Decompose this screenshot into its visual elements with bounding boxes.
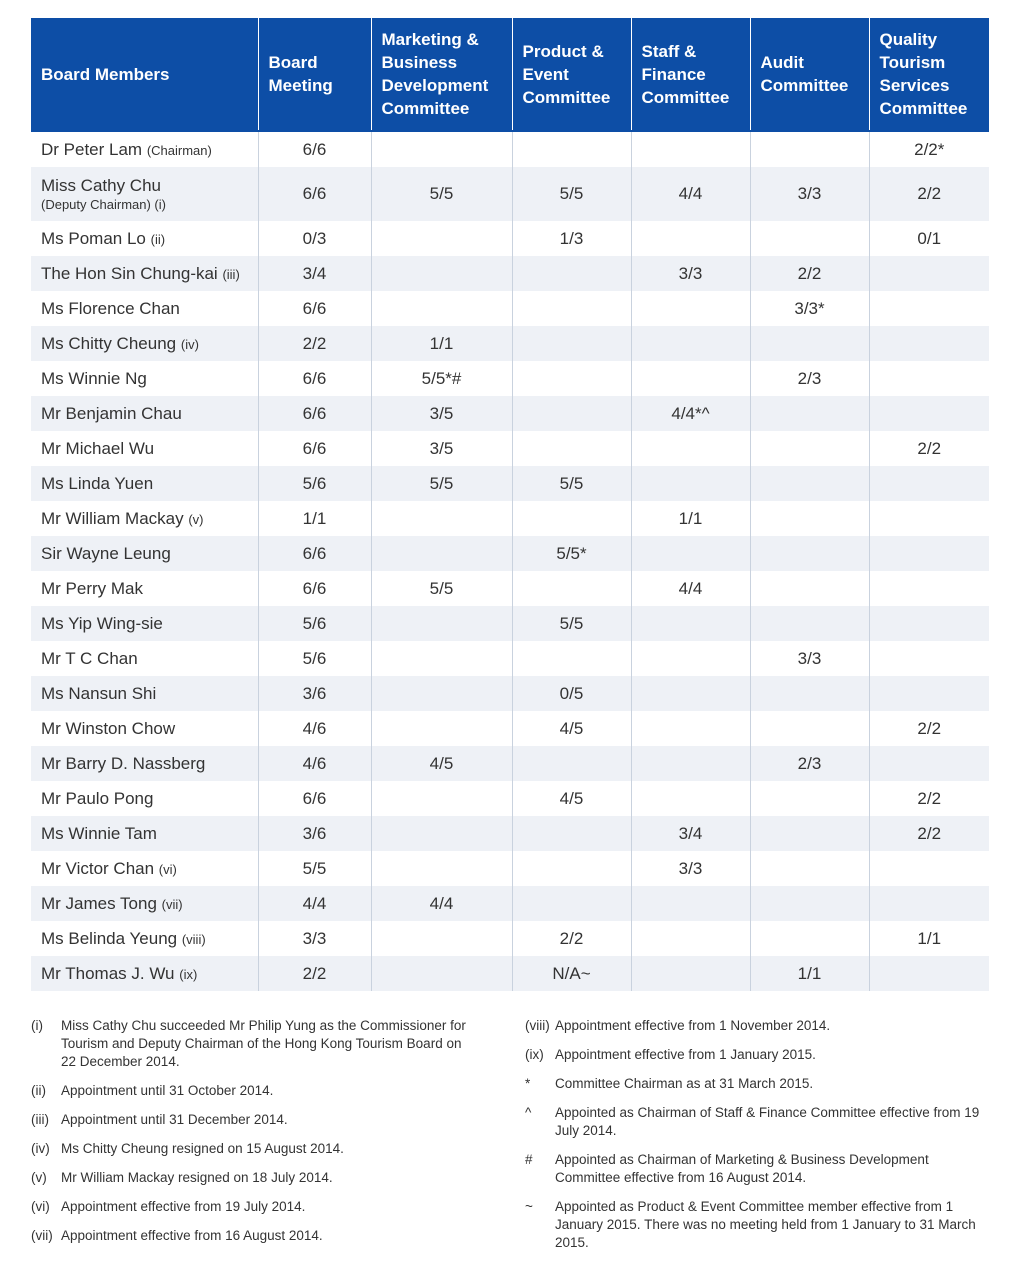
attendance-cell (371, 606, 512, 641)
header-staff-finance-committee: Staff & Finance Committee (631, 18, 750, 131)
attendance-cell (869, 256, 989, 291)
footnotes-right (525, 1017, 985, 1263)
member-name: Mr Thomas J. Wu (41, 963, 175, 983)
table-row (31, 256, 989, 291)
attendance-cell (869, 676, 989, 711)
table-row (31, 571, 989, 606)
header-row (31, 18, 989, 131)
table-row (31, 221, 989, 256)
attendance-cell: 1/1 (631, 501, 750, 536)
footnote-text: Appointment effective from 19 July 2014. (61, 1199, 306, 1214)
attendance-cell: 3/3 (258, 921, 371, 956)
footnote-text: Appointment effective from 1 January 2015. (555, 1047, 816, 1062)
attendance-cell (512, 816, 631, 851)
footnote-text: Ms Chitty Cheung resigned on 15 August 2014. (61, 1141, 344, 1156)
attendance-cell (869, 746, 989, 781)
attendance-cell (750, 781, 869, 816)
attendance-cell: 2/2 (512, 921, 631, 956)
member-cell (31, 606, 258, 641)
attendance-cell: 3/6 (258, 676, 371, 711)
member-name: Dr Peter Lam (41, 139, 143, 159)
footnote-text: Appointed as Product & Event Committee member effective from 1 January 2015. There was no meeting held from 1 January to 31 March 2015. (555, 1199, 976, 1250)
attendance-cell (869, 641, 989, 676)
attendance-cell (631, 606, 750, 641)
member-cell (31, 571, 258, 606)
attendance-cell (631, 711, 750, 746)
footnote-mark: * (525, 1076, 531, 1091)
member-cell (31, 326, 258, 361)
member-name: Mr Paulo Pong (41, 788, 154, 808)
attendance-cell: 3/4 (631, 816, 750, 851)
footnote-text: Appointment effective from 1 November 2014. (555, 1018, 831, 1033)
attendance-cell: 4/4 (631, 167, 750, 221)
footnote-mark: (viii) (525, 1018, 550, 1033)
header-product-event-committee: Product & Event Committee (512, 18, 631, 131)
footnote-text: Appointed as Chairman of Marketing & Business Development Committee effective from 16 August 2014. (555, 1152, 929, 1185)
attendance-cell: 3/3 (750, 641, 869, 676)
member-name: Mr Benjamin Chau (41, 403, 182, 423)
member-cell (31, 536, 258, 571)
table-row (31, 326, 989, 361)
attendance-cell: 3/6 (258, 816, 371, 851)
attendance-cell: 5/5 (512, 466, 631, 501)
attendance-cell (631, 921, 750, 956)
attendance-cell: 2/2 (258, 956, 371, 991)
attendance-cell: 1/3 (512, 221, 631, 256)
attendance-cell: 6/6 (258, 361, 371, 396)
member-name: Mr Barry D. Nassberg (41, 753, 206, 773)
attendance-cell (750, 886, 869, 921)
attendance-cell (512, 256, 631, 291)
footnote-text: Mr William Mackay resigned on 18 July 2014. (61, 1170, 333, 1185)
member-name: Ms Chitty Cheung (41, 333, 177, 353)
table-row (31, 711, 989, 746)
attendance-cell (750, 466, 869, 501)
table-row (31, 131, 989, 167)
member-note: (iii) (222, 266, 240, 282)
table-row (31, 466, 989, 501)
attendance-cell: 2/3 (750, 361, 869, 396)
attendance-cell: 5/5 (371, 167, 512, 221)
footnote (31, 1111, 471, 1129)
attendance-cell: 6/6 (258, 431, 371, 466)
attendance-cell (750, 816, 869, 851)
table-row (31, 851, 989, 886)
footnote-text: Appointment effective from 16 August 2014. (61, 1228, 323, 1243)
attendance-cell: 4/5 (512, 711, 631, 746)
table-row (31, 361, 989, 396)
member-cell (31, 131, 258, 167)
attendance-cell: 5/6 (258, 641, 371, 676)
attendance-cell (631, 886, 750, 921)
attendance-cell: 3/4 (258, 256, 371, 291)
member-note: (ii) (150, 231, 166, 247)
attendance-cell: 1/1 (371, 326, 512, 361)
attendance-cell (869, 291, 989, 326)
attendance-cell: 4/4 (631, 571, 750, 606)
footnote-text: Miss Cathy Chu succeeded Mr Philip Yung as the Commissioner for Tourism and Deputy Chairman of the Hong Kong Tourism Board on 22 December 2014. (61, 1018, 466, 1069)
member-note: (vi) (158, 861, 177, 877)
attendance-cell: 3/3 (631, 256, 750, 291)
attendance-cell (750, 501, 869, 536)
attendance-cell (869, 606, 989, 641)
attendance-cell: N/A~ (512, 956, 631, 991)
table-row (31, 641, 989, 676)
footnote (31, 1227, 471, 1245)
attendance-cell (869, 396, 989, 431)
attendance-cell (750, 606, 869, 641)
attendance-cell: 6/6 (258, 781, 371, 816)
footnote (525, 1046, 985, 1064)
attendance-cell: 2/2* (869, 131, 989, 167)
footnote-mark: (ix) (525, 1047, 544, 1062)
attendance-cell: 6/6 (258, 131, 371, 167)
member-name: Ms Yip Wing-sie (41, 613, 163, 633)
attendance-cell (512, 131, 631, 167)
attendance-cell: 4/4 (371, 886, 512, 921)
header-audit-committee: Audit Committee (750, 18, 869, 131)
attendance-cell: 6/6 (258, 536, 371, 571)
member-name: Mr Michael Wu (41, 438, 155, 458)
attendance-cell (869, 886, 989, 921)
footnote-text: Appointment until 31 December 2014. (61, 1112, 288, 1127)
attendance-cell: 6/6 (258, 291, 371, 326)
attendance-cell (371, 711, 512, 746)
member-name: Sir Wayne Leung (41, 543, 171, 563)
attendance-cell: 2/2 (258, 326, 371, 361)
attendance-cell (512, 326, 631, 361)
table-row (31, 396, 989, 431)
attendance-cell: 4/6 (258, 711, 371, 746)
footnote (31, 1169, 471, 1187)
attendance-cell (869, 466, 989, 501)
member-cell (31, 361, 258, 396)
attendance-cell: 3/5 (371, 431, 512, 466)
member-name: Mr T C Chan (41, 648, 138, 668)
member-cell (31, 167, 258, 221)
attendance-cell: 0/3 (258, 221, 371, 256)
attendance-cell (750, 131, 869, 167)
member-name: Ms Belinda Yeung (41, 928, 178, 948)
attendance-cell (371, 921, 512, 956)
attendance-cell (371, 221, 512, 256)
member-cell (31, 921, 258, 956)
attendance-cell (512, 746, 631, 781)
attendance-cell (750, 221, 869, 256)
member-note: (vii) (161, 896, 183, 912)
attendance-cell (631, 361, 750, 396)
attendance-cell: 5/5 (371, 466, 512, 501)
table-row (31, 886, 989, 921)
footnote (31, 1017, 471, 1071)
footnote-mark: (ii) (31, 1083, 46, 1098)
member-name: Miss Cathy Chu (41, 175, 161, 195)
attendance-cell (869, 361, 989, 396)
attendance-cell (631, 431, 750, 466)
member-note: (ix) (179, 966, 198, 982)
member-cell (31, 501, 258, 536)
member-cell (31, 711, 258, 746)
member-name: Ms Nansun Shi (41, 683, 157, 703)
attendance-cell (750, 571, 869, 606)
table-row (31, 956, 989, 991)
member-name: Mr Victor Chan (41, 858, 155, 878)
member-cell (31, 291, 258, 326)
attendance-cell: 3/3 (631, 851, 750, 886)
footnote-text: Appointed as Chairman of Staff & Finance Committee effective from 19 July 2014. (555, 1105, 980, 1138)
member-cell (31, 466, 258, 501)
attendance-cell (869, 501, 989, 536)
member-note: (viii) (181, 931, 206, 947)
table-row (31, 167, 989, 221)
table-row (31, 921, 989, 956)
table-row (31, 606, 989, 641)
attendance-cell (631, 641, 750, 676)
member-cell (31, 816, 258, 851)
table-row (31, 431, 989, 466)
attendance-cell (750, 676, 869, 711)
attendance-cell (512, 886, 631, 921)
attendance-cell (631, 956, 750, 991)
member-name: Ms Florence Chan (41, 298, 180, 318)
attendance-cell (869, 851, 989, 886)
attendance-cell (869, 536, 989, 571)
member-cell (31, 781, 258, 816)
header-board-members: Board Members (31, 18, 258, 131)
footnote-mark: ~ (525, 1199, 533, 1214)
attendance-cell: 4/5 (512, 781, 631, 816)
member-cell (31, 886, 258, 921)
footnotes-left (31, 1017, 471, 1256)
table-row (31, 816, 989, 851)
member-cell (31, 851, 258, 886)
attendance-cell (631, 676, 750, 711)
member-name: Ms Poman Lo (41, 228, 146, 248)
member-cell (31, 256, 258, 291)
attendance-cell (631, 221, 750, 256)
attendance-cell: 2/2 (869, 167, 989, 221)
member-name: Ms Winnie Ng (41, 368, 147, 388)
attendance-cell (869, 326, 989, 361)
attendance-cell: 2/2 (869, 711, 989, 746)
attendance-cell: 4/5 (371, 746, 512, 781)
attendance-cell: 5/5 (512, 167, 631, 221)
member-cell (31, 396, 258, 431)
member-note: (iv) (180, 336, 199, 352)
table-row (31, 781, 989, 816)
attendance-cell (631, 536, 750, 571)
attendance-cell (371, 816, 512, 851)
footnote (31, 1198, 471, 1216)
table-row (31, 676, 989, 711)
attendance-cell (869, 956, 989, 991)
attendance-cell (512, 501, 631, 536)
attendance-table (31, 18, 989, 991)
footnote (31, 1140, 471, 1158)
table-row (31, 291, 989, 326)
member-note: (v) (188, 511, 204, 527)
attendance-cell (869, 571, 989, 606)
attendance-cell (750, 851, 869, 886)
attendance-cell: 5/5*# (371, 361, 512, 396)
attendance-cell: 0/1 (869, 221, 989, 256)
footnote-mark: (i) (31, 1018, 43, 1033)
attendance-cell (631, 746, 750, 781)
member-note: (Deputy Chairman) (i) (41, 196, 166, 212)
footnote-text: Committee Chairman as at 31 March 2015. (555, 1076, 814, 1091)
member-cell (31, 431, 258, 466)
attendance-cell: 3/3* (750, 291, 869, 326)
attendance-cell (371, 641, 512, 676)
footnote-mark: (iv) (31, 1141, 50, 1156)
attendance-cell (631, 131, 750, 167)
attendance-cell: 5/5 (371, 571, 512, 606)
attendance-cell: 4/6 (258, 746, 371, 781)
table-row (31, 501, 989, 536)
footnote (525, 1075, 985, 1093)
footnote-mark: (vii) (31, 1228, 53, 1243)
attendance-cell (512, 571, 631, 606)
table-body (31, 131, 989, 991)
attendance-cell (750, 326, 869, 361)
attendance-cell: 3/3 (750, 167, 869, 221)
header-quality-tourism-committee: Quality Tourism Services Committee (869, 18, 989, 131)
attendance-cell (371, 781, 512, 816)
attendance-cell: 5/5 (512, 606, 631, 641)
attendance-cell (631, 326, 750, 361)
attendance-cell (631, 781, 750, 816)
attendance-cell: 4/4*^ (631, 396, 750, 431)
attendance-cell: 6/6 (258, 167, 371, 221)
attendance-cell (750, 431, 869, 466)
member-name: Ms Linda Yuen (41, 473, 154, 493)
attendance-cell: 2/3 (750, 746, 869, 781)
attendance-cell (371, 501, 512, 536)
attendance-cell: 5/6 (258, 606, 371, 641)
attendance-cell (371, 851, 512, 886)
attendance-cell (512, 431, 631, 466)
header-board-meeting: Board Meeting (258, 18, 371, 131)
attendance-cell: 6/6 (258, 571, 371, 606)
attendance-cell: 2/2 (869, 431, 989, 466)
footnote-mark: ^ (525, 1105, 532, 1120)
attendance-cell: 3/5 (371, 396, 512, 431)
attendance-cell (371, 131, 512, 167)
attendance-cell (371, 256, 512, 291)
table-row (31, 536, 989, 571)
attendance-cell: 4/4 (258, 886, 371, 921)
member-name: Mr James Tong (41, 893, 157, 913)
attendance-cell: 1/1 (258, 501, 371, 536)
attendance-cell (750, 711, 869, 746)
member-name: Ms Winnie Tam (41, 823, 157, 843)
member-cell (31, 956, 258, 991)
table-header (31, 18, 989, 131)
footnote-mark: (vi) (31, 1199, 50, 1214)
footnote-text: Appointment until 31 October 2014. (61, 1083, 274, 1098)
footnote (525, 1017, 985, 1035)
attendance-cell: 2/2 (750, 256, 869, 291)
attendance-cell: 0/5 (512, 676, 631, 711)
attendance-cell (371, 536, 512, 571)
footnote-mark: (v) (31, 1170, 47, 1185)
attendance-cell: 1/1 (869, 921, 989, 956)
attendance-cell (371, 956, 512, 991)
footnote-mark: # (525, 1152, 533, 1167)
attendance-cell (631, 291, 750, 326)
member-cell (31, 676, 258, 711)
attendance-cell: 2/2 (869, 781, 989, 816)
attendance-cell (371, 676, 512, 711)
attendance-cell (512, 396, 631, 431)
footnote-mark: (iii) (31, 1112, 49, 1127)
attendance-cell (371, 291, 512, 326)
member-note: (Chairman) (146, 142, 212, 158)
member-name: Mr Winston Chow (41, 718, 176, 738)
table-row (31, 746, 989, 781)
member-name: Mr Perry Mak (41, 578, 143, 598)
attendance-cell (512, 291, 631, 326)
member-cell (31, 641, 258, 676)
footnote (525, 1151, 985, 1187)
footnote (525, 1104, 985, 1140)
attendance-cell (750, 921, 869, 956)
member-name: Mr William Mackay (41, 508, 184, 528)
attendance-cell: 6/6 (258, 396, 371, 431)
header-marketing-committee: Marketing & Business Development Committee (371, 18, 512, 131)
attendance-cell: 2/2 (869, 816, 989, 851)
footnote (31, 1082, 471, 1100)
member-cell (31, 221, 258, 256)
attendance-cell: 5/5* (512, 536, 631, 571)
attendance-cell (512, 851, 631, 886)
attendance-cell (512, 361, 631, 396)
attendance-cell: 1/1 (750, 956, 869, 991)
attendance-cell: 5/6 (258, 466, 371, 501)
attendance-cell (750, 536, 869, 571)
attendance-cell (750, 396, 869, 431)
attendance-cell (512, 641, 631, 676)
member-cell (31, 746, 258, 781)
member-name: The Hon Sin Chung-kai (41, 263, 218, 283)
footnote (525, 1198, 985, 1252)
attendance-cell: 5/5 (258, 851, 371, 886)
attendance-cell (631, 466, 750, 501)
